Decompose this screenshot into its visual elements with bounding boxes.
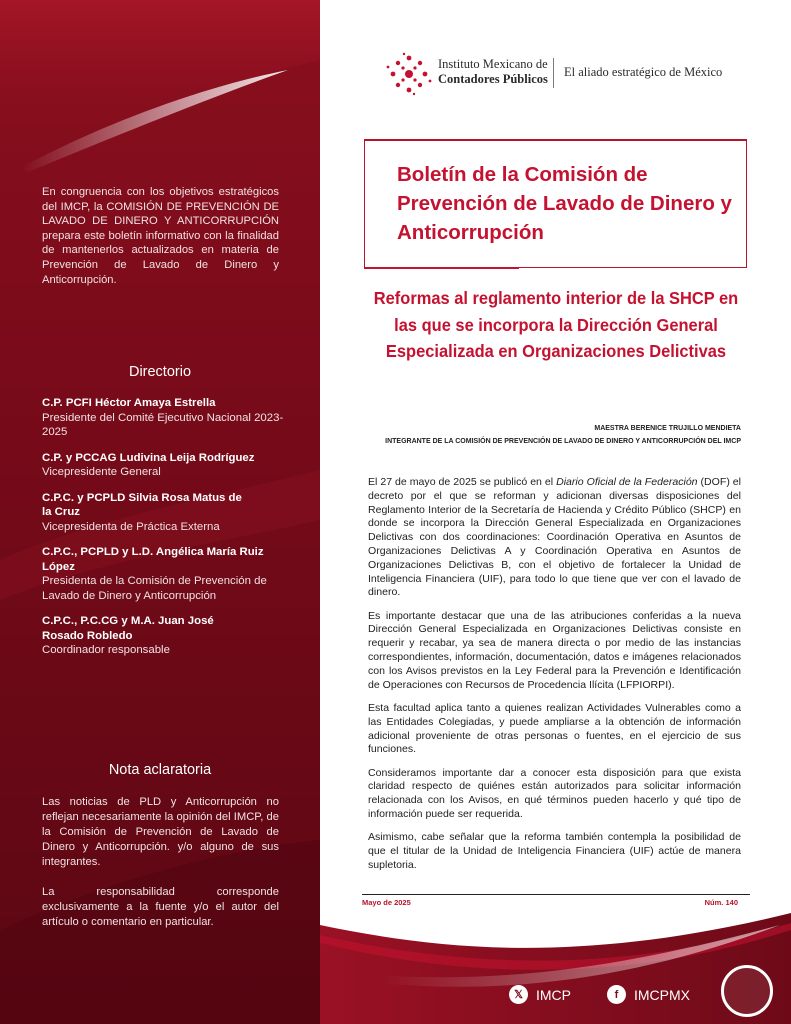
- social-label: IMCP: [536, 986, 571, 1003]
- directorio-name: C.P. y PCCAG Ludivina Leija Rodríguez: [42, 451, 255, 464]
- article-paragraph: [368, 476, 741, 600]
- directorio-entry: [42, 545, 292, 603]
- dof-reference: Diario Oficial de la Federación: [556, 476, 698, 488]
- left-sidebar: [0, 0, 320, 1024]
- directorio-role: Coordinador responsable: [42, 644, 170, 656]
- nota-aclaratoria: [42, 795, 279, 945]
- directorio-name: C.P.C., PCPLD y L.D. Angélica María Ruiz López: [42, 546, 264, 573]
- issue-number: Núm. 140: [704, 898, 738, 907]
- circle-badge: [721, 965, 773, 1017]
- directorio-role: Vicepresidente General: [42, 466, 161, 478]
- paragraph-text: (DOF) el decreto por el que se reforman y adicionan diversas disposiciones del Reglamento Interior de la Secretaría de Hacienda y Crédito Público (SHCP) en donde se incorpora la Dirección General Especializada en Organizaciones Delictivas con dos coordinaciones: Coordinación Operativa en Asuntos de Organizaciones Delictivas A y Coordinación Operativa en Asuntos de Organizaciones Delictivas B, con el objetivo de fortalecer la Unidad de Inteligencia Financiera (UIF), para todo lo que tiene que ver con el lavado de dinero.: [368, 476, 742, 599]
- article-paragraph: Es importante destacar que una de las atribuciones conferidas a la nueva Dirección General Especializada en Organizaciones Delictivas consiste en requerir y recabar, ya sea de manera directa o por medio de las instancias correspondientes, información, documentación, datos e imágenes relacionados con los Avisos previstos en la Ley Federal para la Prevención e Identificación de Operaciones con Recursos de Procedencia Ilícita (LFPIORPI).: [368, 609, 741, 691]
- article-body: [368, 476, 741, 882]
- paragraph-text: El 27 de mayo de 2025 se publicó en el: [368, 476, 557, 488]
- facebook-icon: f: [607, 985, 626, 1004]
- institute-name-line2: Contadores Públicos: [438, 72, 548, 86]
- directorio-name: C.P.C. y PCPLD Silvia Rosa Matus de la Cruz: [42, 491, 242, 518]
- nota-heading: Nota aclaratoria: [108, 762, 212, 778]
- article-paragraph: Asimismo, cabe señalar que la reforma también contempla la posibilidad de que el titular de la Unidad de Inteligencia Financiera (UIF) actúe de manera supletoria.: [368, 831, 741, 871]
- article-paragraph: Consideramos importante dar a conocer esta disposición para que exista claridad respecto de quiénes están autorizados para solicitar información relacionada con los Avisos, en qué términos pueden hacerlo y qué tipo de información puede ser requerida.: [368, 766, 741, 821]
- nota-paragraph: Las noticias de PLD y Anticorrupción no reflejan necesariamente la opinión del IMCP, de la Comisión de Prevención de Lavado de Dinero y Anticorrupción. y/o alguno de sus integrantes.: [42, 796, 279, 868]
- directorio-entry: [42, 396, 292, 440]
- directorio-list: [42, 396, 292, 669]
- issue-date: Mayo de 2025: [362, 898, 411, 907]
- article-title: Reformas al reglamento interior de la SHCP en las que se incorpora la Dirección General Especializada en Organizaciones Delictivas: [373, 288, 739, 361]
- x-twitter-icon: 𝕏: [509, 985, 528, 1004]
- social-facebook[interactable]: [607, 985, 690, 1004]
- header-divider: [553, 58, 554, 88]
- institute-name-line1: Instituto Mexicano de: [438, 57, 548, 71]
- directorio-role: Presidente del Comité Ejecutivo Nacional 2023-2025: [42, 411, 284, 438]
- directorio-entry: [42, 491, 292, 535]
- footer-rule: [362, 894, 750, 895]
- institute-name: [438, 57, 548, 87]
- directorio-role: Vicepresidenta de Práctica Externa: [42, 520, 220, 533]
- directorio-entry: [42, 451, 292, 480]
- bottom-wave-band: [320, 905, 791, 1024]
- social-x[interactable]: [509, 985, 571, 1004]
- social-label: IMCPMX: [634, 986, 690, 1003]
- author-name: MAESTRA BERENICE TRUJILLO MENDIETA: [594, 425, 741, 432]
- directorio-entry: [42, 614, 292, 658]
- title-accent-line: [364, 267, 519, 269]
- article-paragraph: Esta facultad aplica tanto a quienes realizan Actividades Vulnerables como a las Entidades Colegiadas, y puede ampliarse a la obtención de información adicional proveniente de otras personas o fuentes, en el ejercicio de sus funciones.: [368, 701, 741, 756]
- sidebar-intro-text: En congruencia con los objetivos estratégicos del IMCP, la COMISIÓN DE PREVENCIÓN DE LAVADO DE DINERO Y ANTICORRUPCIÓN prepara este boletín informativo con la finalidad de mantenerlos actualizados en materia de Prevención de Lavado de Dinero y Anticorrupción.: [42, 186, 279, 286]
- imcp-logo-icon: [384, 52, 434, 96]
- author-role: INTEGRANTE DE LA COMISIÓN DE PREVENCIÓN DE LAVADO DE DINERO Y ANTICORRUPCIÓN DEL IMCP: [385, 438, 741, 445]
- directorio-name: C.P. PCFI Héctor Amaya Estrella: [42, 397, 216, 409]
- directorio-name: C.P.C., P.C.CG y M.A. Juan José Rosado Robledo: [42, 615, 214, 642]
- tagline: El aliado estratégico de México: [564, 65, 723, 79]
- author-block: [385, 422, 741, 448]
- bulletin-title: Boletín de la Comisión de Prevención de Lavado de Dinero y Anticorrupción: [397, 163, 732, 244]
- nota-paragraph: La responsabilidad corresponde exclusivamente a la fuente y/o el autor del artículo o comentario en particular.: [42, 886, 279, 928]
- directorio-heading: Directorio: [128, 364, 192, 380]
- directorio-role: Presidenta de la Comisión de Prevención de Lavado de Dinero y Anticorrupción: [42, 575, 267, 602]
